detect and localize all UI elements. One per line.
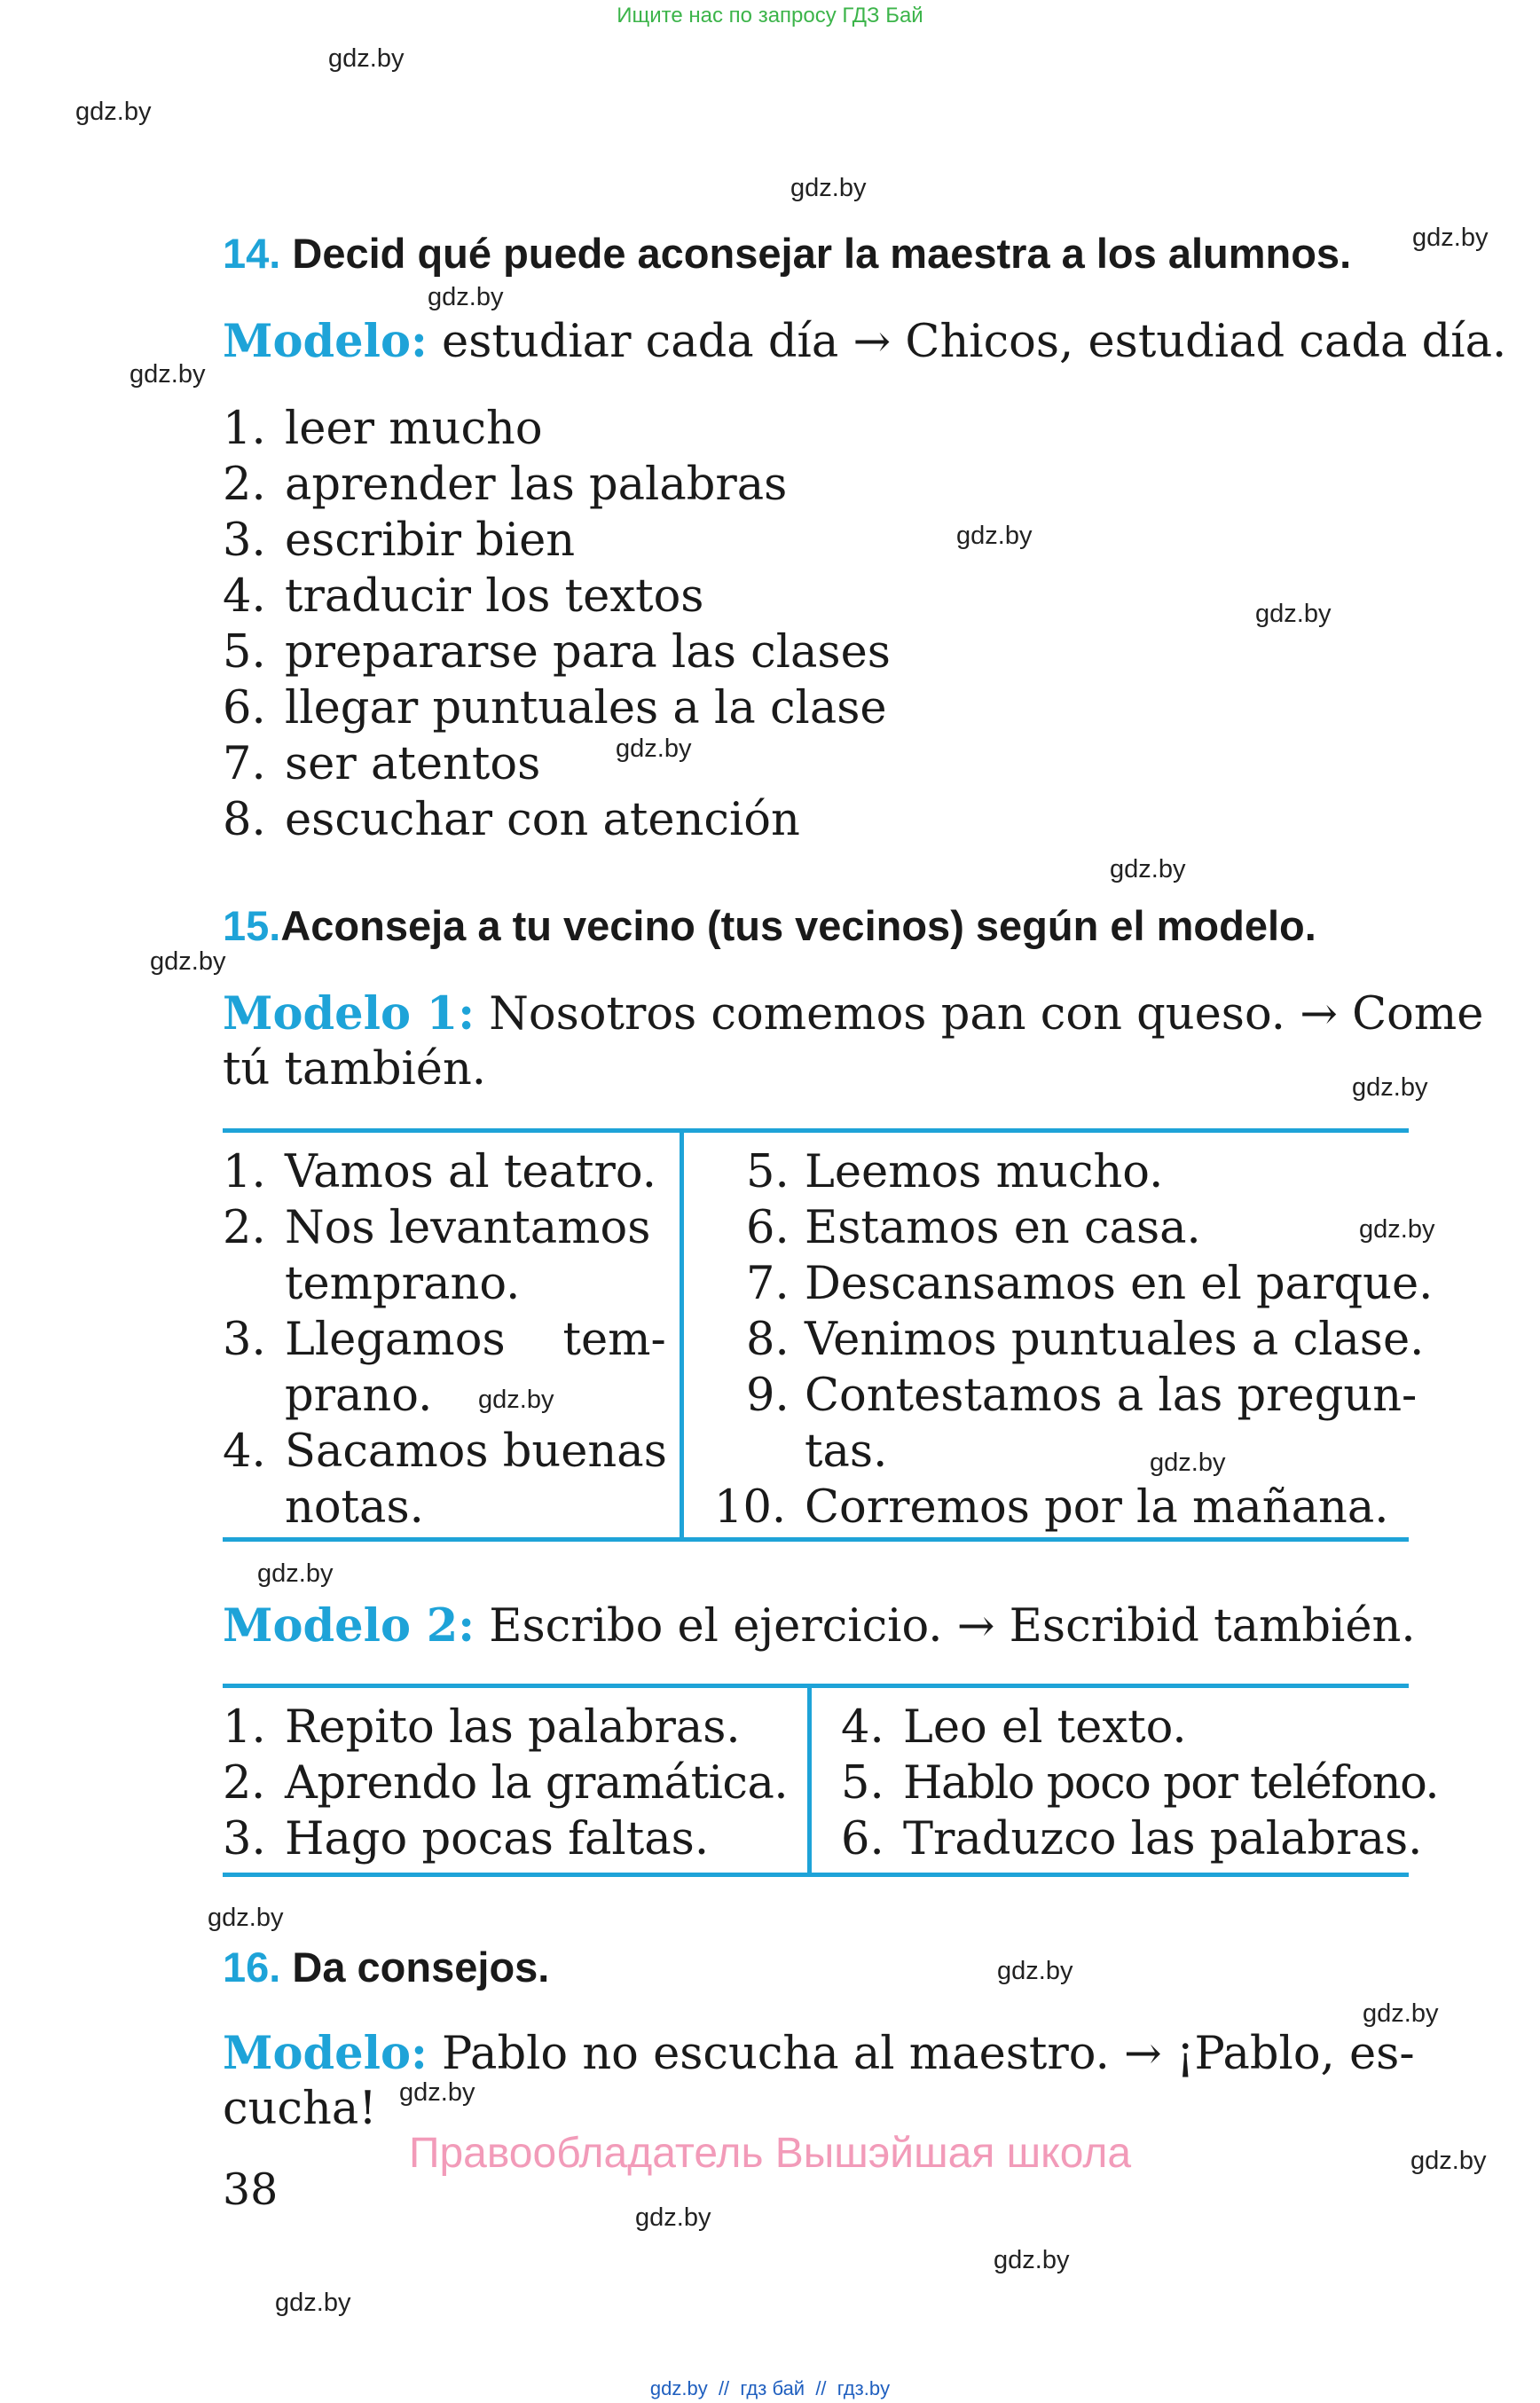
exercise-number: 16. xyxy=(223,1944,281,1991)
table-row: 3. Hago pocas faltas. xyxy=(223,1813,710,1865)
table-row: 4. Sacamos buenas xyxy=(223,1425,667,1478)
table-row: 8. Venimos puntuales a clase. xyxy=(746,1314,1425,1366)
model-text-continued: cucha! xyxy=(223,2083,377,2135)
list-item: 6. llegar puntuales a la clase xyxy=(223,682,887,734)
exercise-14-heading xyxy=(223,229,1351,278)
exercise-number: 14. xyxy=(223,230,281,277)
table-row-continued: prano. xyxy=(285,1370,433,1422)
table-row: 10. Corremos por la mañana. xyxy=(714,1481,1389,1534)
table-row: 6. Estamos en casa. xyxy=(746,1202,1201,1254)
table-2-left-column xyxy=(223,1700,788,1867)
table-row: 2. Aprendo la gramática. xyxy=(223,1757,789,1810)
model-label: Modelo 2: xyxy=(223,1599,475,1653)
table-row-continued: temprano. xyxy=(285,1258,521,1310)
watermark: gdz.by xyxy=(208,1904,284,1932)
watermark: gdz.by xyxy=(257,1559,334,1588)
list-item: 3. escribir bien xyxy=(223,514,576,567)
copyright-notice: Правообладатель Вышэйшая школа xyxy=(408,2130,1132,2177)
table-rule-bottom xyxy=(223,1537,1409,1542)
table-2-right-column xyxy=(841,1700,1438,1867)
model-text: Escribo el ejercicio. → Escribid también. xyxy=(489,1600,1416,1653)
table-row: 1. Vamos al teatro. xyxy=(223,1146,656,1198)
watermark: gdz.by xyxy=(1110,855,1186,883)
watermark: gdz.by xyxy=(478,1386,554,1414)
page-number: 38 xyxy=(223,2164,279,2215)
exercise-15-model-2 xyxy=(223,1598,1416,1654)
top-banner: Ищите нас по запросу ГДЗ Бай xyxy=(617,4,923,27)
exercise-title: Da consejos. xyxy=(292,1944,550,1991)
watermark: gdz.by xyxy=(1359,1215,1435,1244)
exercise-15-model-1 xyxy=(223,986,1483,1097)
exercise-number: 15. xyxy=(223,902,281,949)
exercise-16-model xyxy=(223,2026,1415,2137)
watermark: gdz.by xyxy=(75,98,152,126)
watermark: gdz.by xyxy=(994,2246,1070,2274)
table-row: 3. Llegamos tem- xyxy=(223,1314,666,1366)
table-rule-top xyxy=(223,1128,1409,1133)
model-text-continued: tú también. xyxy=(223,1043,487,1095)
watermark: gdz.by xyxy=(150,947,226,976)
model-label: Modelo 1: xyxy=(223,987,475,1041)
table-column-divider xyxy=(680,1128,684,1542)
exercise-15-heading xyxy=(223,901,1316,950)
table-row: 7. Descansamos en el parque. xyxy=(746,1258,1434,1310)
watermark: gdz.by xyxy=(130,360,206,389)
table-1-left-column xyxy=(223,1144,667,1535)
model-text: Pablo no escucha al maestro. → ¡Pablo, es- xyxy=(442,2028,1415,2080)
watermark: gdz.by xyxy=(616,734,692,763)
table-row: 5. Hablo poco por teléfono. xyxy=(841,1757,1439,1810)
exercise-title: Decid qué puede aconsejar la maestra a los alumnos. xyxy=(292,230,1352,277)
table-row: 6. Traduzco las palabras. xyxy=(841,1813,1423,1865)
list-item: 7. ser atentos xyxy=(223,738,541,790)
table-row: 1. Repito las palabras. xyxy=(223,1701,741,1754)
model-label: Modelo: xyxy=(223,2027,428,2080)
table-rule-bottom xyxy=(223,1873,1409,1877)
watermark: gdz.by xyxy=(956,522,1033,550)
table-column-divider xyxy=(807,1684,812,1877)
model-text: estudiar cada día → Chicos, estudiad cada día. xyxy=(442,316,1507,368)
list-item: 2. aprender las palabras xyxy=(223,459,788,511)
table-row-continued: notas. xyxy=(285,1481,424,1534)
watermark: gdz.by xyxy=(1412,224,1489,252)
model-text: Nosotros comemos pan con queso. → Come xyxy=(489,988,1484,1041)
watermark: gdz.by xyxy=(635,2203,711,2232)
list-item: 1. leer mucho xyxy=(223,403,543,455)
exercise-16-heading xyxy=(223,1943,549,1991)
footer-links[interactable]: gdz.by // гдз бай // гдз.by xyxy=(649,2377,891,2399)
exercise-title: Aconseja a tu vecino (tus vecinos) según el modelo. xyxy=(280,902,1316,949)
watermark: gdz.by xyxy=(1255,600,1332,628)
model-label: Modelo: xyxy=(223,315,428,368)
watermark: gdz.by xyxy=(328,44,405,73)
list-item: 4. traducir los textos xyxy=(223,570,704,623)
list-item: 5. prepararse para las clases xyxy=(223,626,891,679)
watermark: gdz.by xyxy=(1410,2147,1487,2175)
table-1-right-column xyxy=(714,1144,1433,1535)
watermark: gdz.by xyxy=(1363,1999,1439,2028)
table-row: 2. Nos levantamos xyxy=(223,1202,651,1254)
watermark: gdz.by xyxy=(1150,1449,1226,1477)
table-row: 9. Contestamos a las pregun- xyxy=(746,1370,1418,1422)
watermark: gdz.by xyxy=(997,1957,1073,1985)
watermark: gdz.by xyxy=(1352,1073,1428,1102)
table-row: 4. Leo el texto. xyxy=(841,1701,1187,1754)
table-row-continued: tas. xyxy=(805,1425,888,1478)
exercise-14-model xyxy=(223,314,1506,370)
table-row: 5. Leemos mucho. xyxy=(746,1146,1164,1198)
watermark: gdz.by xyxy=(790,174,867,202)
table-rule-top xyxy=(223,1684,1409,1688)
list-item: 8. escuchar con atención xyxy=(223,794,800,846)
watermark: gdz.by xyxy=(428,283,504,311)
watermark: gdz.by xyxy=(275,2289,351,2317)
watermark: gdz.by xyxy=(399,2078,475,2107)
exercise-14-list xyxy=(223,401,891,848)
